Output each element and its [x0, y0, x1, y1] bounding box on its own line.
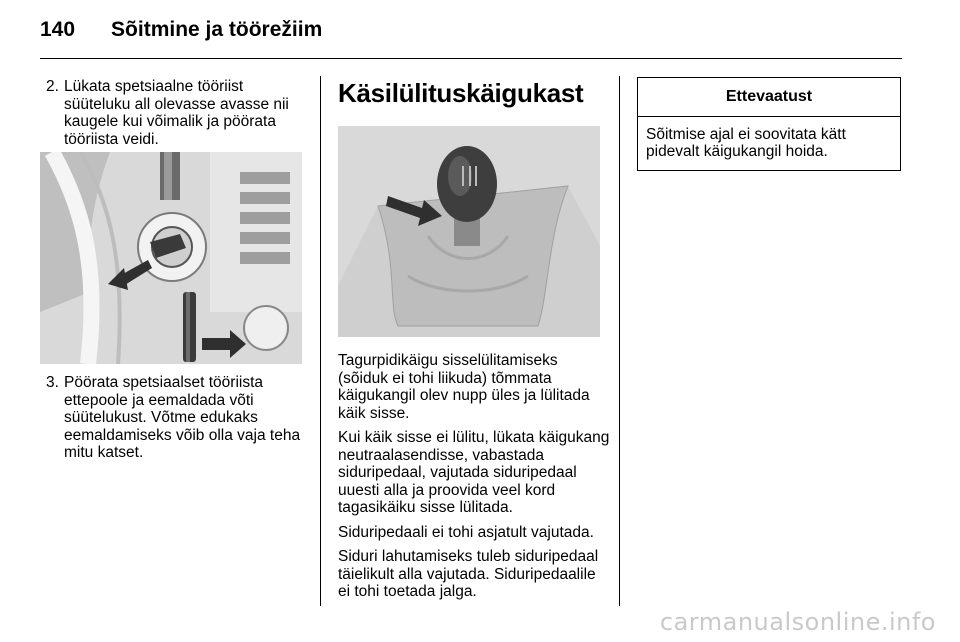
step-3 — [46, 374, 308, 462]
ignition-tool-illustration — [40, 152, 302, 364]
step-text: Lükata spetsiaalne tööriist süüteluku all olevasse avasse nii kaugele kui võimalik ja pöörata tööriista veidi. — [64, 78, 289, 148]
header-divider — [40, 58, 902, 59]
page-header — [40, 18, 322, 50]
column-divider-right — [619, 76, 620, 606]
column-middle — [338, 78, 608, 108]
paragraph-clutch-release: Siduri lahutamiseks tuleb siduripedaal täielikult alla vajutada. Siduripedaalile ei tohi toetada jalga. — [338, 548, 599, 600]
caution-title: Ettevaatust — [638, 78, 900, 117]
gear-lever-illustration — [338, 126, 600, 337]
column-divider-left — [320, 76, 321, 606]
column-left-bottom — [46, 374, 308, 462]
manual-transmission-body — [338, 352, 610, 608]
page-number: 140 — [40, 18, 76, 41]
paragraph-clutch-warning: Siduripedaali ei tohi asjatult vajutada. — [338, 523, 594, 541]
paragraph-reverse-gear: Tagurpidikäigu sisselülitamiseks (sõiduk ei tohi liikuda) tõmmata käigukangil olev nupp üles ja lülitada käik sisse. — [338, 352, 590, 422]
step-text: Pöörata spetsiaalset tööriista ettepoole ja eemaldada võti süütelukust. Võtme edukaks eemaldamiseks võib olla vaja teha mitu katset. — [64, 374, 301, 461]
column-right — [637, 77, 901, 171]
paragraph-neutral: Kui käik sisse ei lülitu, lükata käigukang neutraalasendisse, vabastada siduripedaal, vajutada siduripedaal uuesti alla ja proovida veel kord tagasikäiku sisse lülitada. — [338, 429, 610, 516]
caution-box — [637, 77, 901, 171]
chapter-heading: Käsilülituskäigukast — [338, 78, 584, 108]
step-number: 2. — [46, 78, 59, 95]
watermark: carmanualsonline.info — [659, 608, 936, 636]
caution-text: Sõitmise ajal ei soovitata kätt pidevalt käigukangil hoida. — [646, 125, 846, 160]
step-2 — [46, 78, 308, 148]
section-title: Sõitmine ja töörežiim — [111, 18, 323, 41]
step-number: 3. — [46, 374, 59, 391]
column-left — [46, 78, 308, 148]
